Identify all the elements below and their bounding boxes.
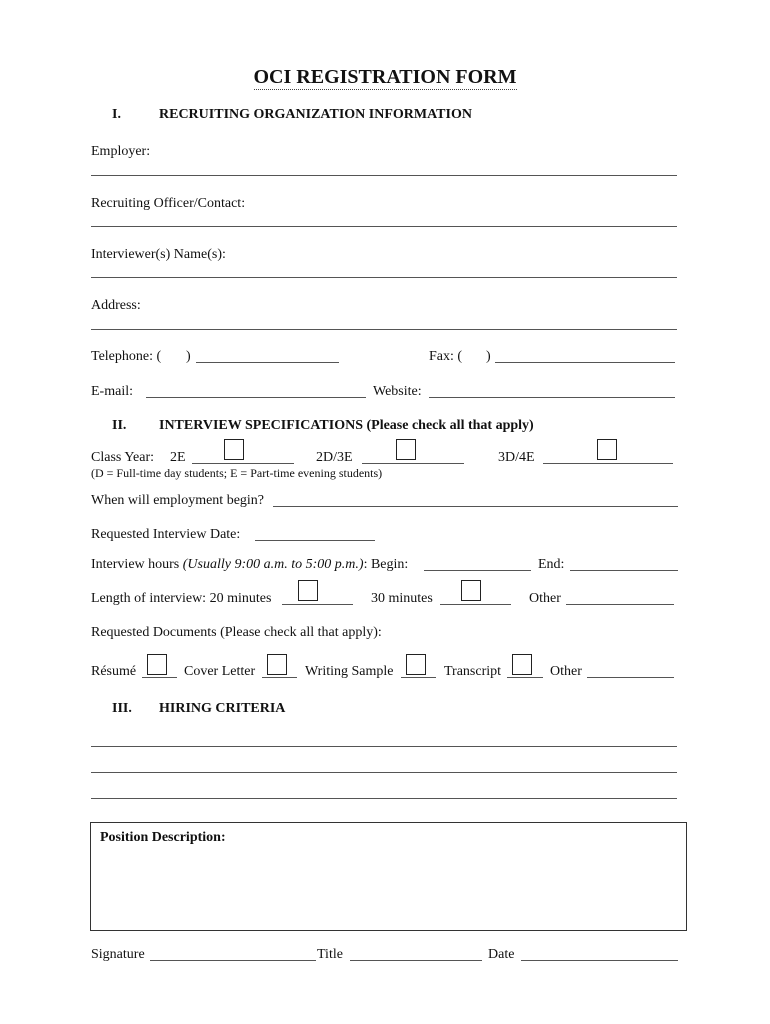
sig-date-label: Date xyxy=(488,947,515,962)
website-label: Website: xyxy=(373,384,422,399)
class-2e-label: 2E xyxy=(170,450,186,465)
class-3d4e-label: 3D/4E xyxy=(498,450,535,465)
writing-sample-label: Writing Sample xyxy=(305,664,394,679)
requested-date-label: Requested Interview Date: xyxy=(91,527,241,542)
section-1-heading: RECRUITING ORGANIZATION INFORMATION xyxy=(159,107,472,122)
interviewers-label: Interviewer(s) Name(s): xyxy=(91,247,226,262)
resume-checkbox[interactable] xyxy=(147,654,167,675)
length-label: Length of interview: 20 minutes xyxy=(91,591,272,606)
class-3d4e-checkbox[interactable] xyxy=(597,439,617,460)
interview-hours-label xyxy=(91,557,408,573)
employment-begin-label: When will employment begin? xyxy=(91,493,265,508)
requested-date-field[interactable] xyxy=(255,540,375,541)
website-field[interactable] xyxy=(429,397,675,398)
length-20-checkbox[interactable] xyxy=(298,580,318,601)
form-title-text: OCI REGISTRATION FORM xyxy=(253,66,517,88)
class-2d3e-checkbox[interactable] xyxy=(396,439,416,460)
class-2e-underline xyxy=(192,463,294,464)
email-label: E-mail: xyxy=(91,384,133,399)
recruiting-officer-label: Recruiting Officer/Contact: xyxy=(91,196,246,211)
begin-label: : Begin: xyxy=(363,557,409,572)
form-title xyxy=(0,66,770,88)
signature-field[interactable] xyxy=(150,960,316,961)
fax-paren-close: ) xyxy=(486,349,491,364)
length-30-checkbox[interactable] xyxy=(461,580,481,601)
class-year-note: (D = Full-time day students; E = Part-time evening students) xyxy=(91,466,383,480)
sig-date-field[interactable] xyxy=(521,960,678,961)
telephone-field[interactable] xyxy=(196,362,339,363)
end-label: End: xyxy=(538,557,565,572)
address-label: Address: xyxy=(91,298,141,313)
interviewers-field[interactable] xyxy=(91,277,677,278)
documents-label: Requested Documents (Please check all that apply): xyxy=(91,625,382,640)
address-field[interactable] xyxy=(91,329,677,330)
hours-label-text: Interview hours xyxy=(91,557,180,572)
recruiting-officer-field[interactable] xyxy=(91,226,677,227)
section-1-numeral: I. xyxy=(112,107,121,122)
cover-letter-label: Cover Letter xyxy=(184,664,256,679)
transcript-label: Transcript xyxy=(444,664,502,679)
writing-sample-underline xyxy=(401,677,436,678)
section-2-heading: INTERVIEW SPECIFICATIONS (Please check all that apply) xyxy=(159,418,534,433)
transcript-checkbox[interactable] xyxy=(512,654,532,675)
telephone-paren-close: ) xyxy=(186,349,191,364)
class-2e-checkbox[interactable] xyxy=(224,439,244,460)
employment-begin-field[interactable] xyxy=(273,506,678,507)
hiring-criteria-line-1[interactable] xyxy=(91,746,677,747)
class-2d3e-label: 2D/3E xyxy=(316,450,353,465)
resume-underline xyxy=(142,677,177,678)
length-20-underline xyxy=(282,604,353,605)
doc-other-label: Other xyxy=(550,664,582,679)
hiring-criteria-line-3[interactable] xyxy=(91,798,677,799)
employer-label: Employer: xyxy=(91,144,151,159)
fax-field[interactable] xyxy=(495,362,675,363)
hours-note: (Usually 9:00 a.m. to 5:00 p.m.) xyxy=(182,557,364,572)
fax-label: Fax: ( xyxy=(429,349,463,364)
length-other-label: Other xyxy=(529,591,561,606)
section-3-numeral: III. xyxy=(112,701,132,716)
doc-other-field[interactable] xyxy=(587,677,674,678)
hiring-criteria-line-2[interactable] xyxy=(91,772,677,773)
position-description-label: Position Description: xyxy=(100,830,226,845)
signature-label: Signature xyxy=(91,947,145,962)
sig-title-field[interactable] xyxy=(350,960,482,961)
telephone-label: Telephone: ( xyxy=(91,349,162,364)
cover-letter-checkbox[interactable] xyxy=(267,654,287,675)
length-30-label: 30 minutes xyxy=(371,591,433,606)
end-field[interactable] xyxy=(570,570,678,571)
resume-label: Résumé xyxy=(91,664,137,679)
section-2-numeral: II. xyxy=(112,418,127,433)
section-3-heading: HIRING CRITERIA xyxy=(159,701,286,716)
class-2d3e-underline xyxy=(362,463,464,464)
class-year-label: Class Year: xyxy=(91,450,155,465)
transcript-underline xyxy=(507,677,543,678)
writing-sample-checkbox[interactable] xyxy=(406,654,426,675)
cover-letter-underline xyxy=(262,677,297,678)
email-field[interactable] xyxy=(146,397,366,398)
length-30-underline xyxy=(440,604,511,605)
length-other-field[interactable] xyxy=(566,604,674,605)
employer-field[interactable] xyxy=(91,175,677,176)
sig-title-label: Title xyxy=(317,947,343,962)
begin-field[interactable] xyxy=(424,570,531,571)
class-3d4e-underline xyxy=(543,463,673,464)
